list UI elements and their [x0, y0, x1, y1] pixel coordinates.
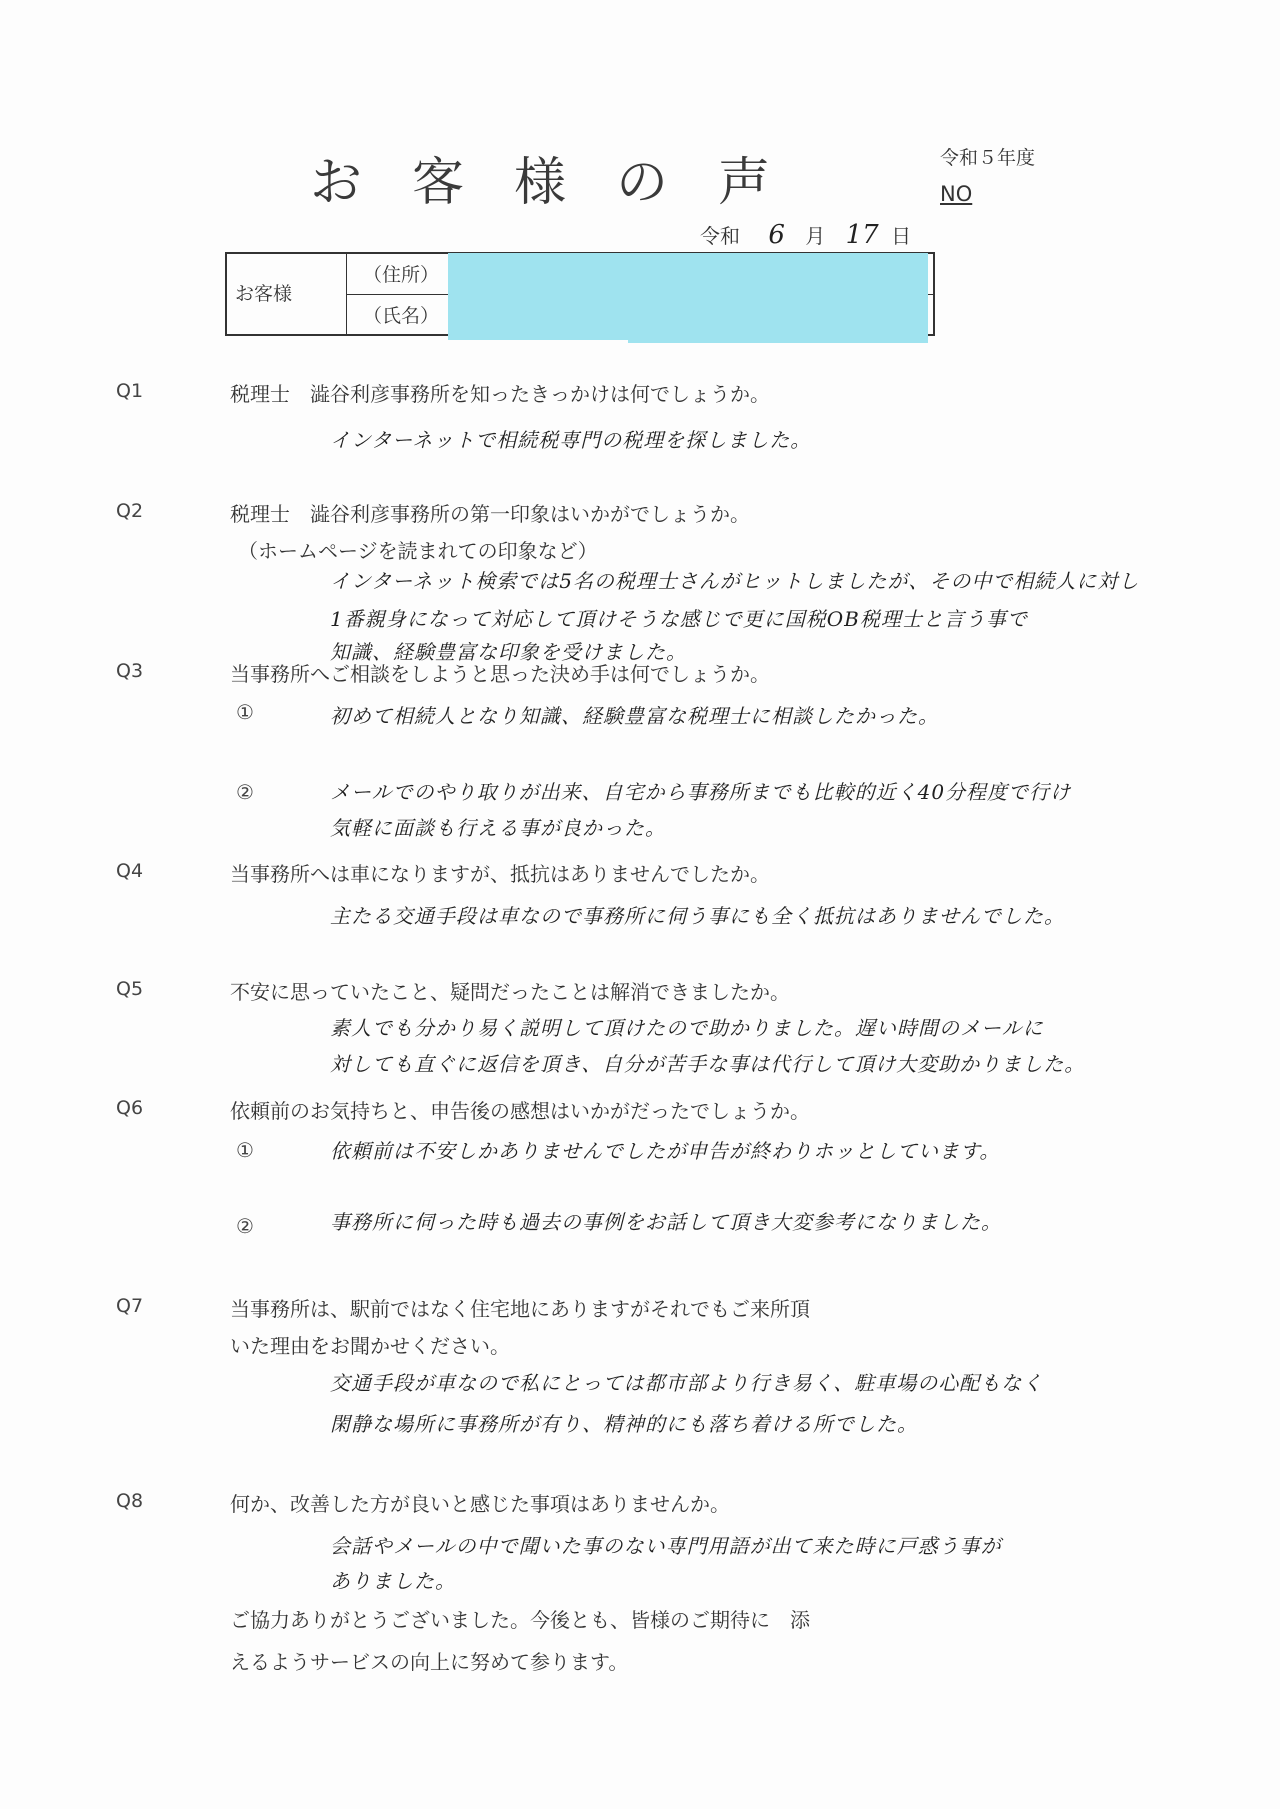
question-number: Q8 — [116, 1490, 144, 1512]
answer-text: 初めて相続人となり知識、経験豊富な税理士に相談したかった。 — [330, 704, 939, 728]
answer-text: 事務所に伺った時も過去の事例をお話して頂き大変参考になりました。 — [330, 1210, 1002, 1234]
fiscal-year: 令和５年度 — [940, 147, 1036, 169]
question-number: Q6 — [116, 1097, 144, 1119]
answer-text: 主たる交通手段は車なので事務所に伺う事にも全く抵抗はありませんでした。 — [330, 904, 1065, 928]
redaction-block — [628, 253, 928, 343]
date-month-label: 月 — [805, 224, 826, 248]
date-day: 17 — [845, 220, 879, 250]
date-line — [700, 220, 911, 250]
date-prefix: 令和 — [700, 224, 740, 248]
name-label: （氏名） — [363, 305, 440, 327]
question-text-continued: いた理由をお聞かせください。 — [230, 1334, 510, 1358]
answer-text: 依頼前は不安しかありませんでしたが申告が終わりホッとしています。 — [330, 1139, 1001, 1163]
question-text: 何か、改善した方が良いと感じた事項はありませんか。 — [230, 1492, 730, 1516]
answer-text: 閑静な場所に事務所が有り、精神的にも落ち着ける所でした。 — [330, 1412, 918, 1436]
question-number: Q2 — [116, 500, 144, 522]
question-number: Q3 — [116, 660, 144, 682]
answer-text: インターネット検索では5名の税理士さんがヒットしましたが、その中で相続人に対し — [330, 569, 1140, 593]
item-mark: ② — [236, 780, 254, 804]
question-text: 当事務所は、駅前ではなく住宅地にありますがそれでもご来所頂 — [230, 1297, 810, 1321]
question-text: 当事務所へは車になりますが、抵抗はありませんでしたか。 — [230, 862, 770, 886]
question-text: 不安に思っていたこと、疑問だったことは解消できましたか。 — [230, 980, 790, 1004]
answer-text: 知識、経験豊富な印象を受けました。 — [330, 640, 687, 664]
question-text: 当事務所へご相談をしようと思った決め手は何でしょうか。 — [230, 662, 770, 686]
item-mark: ① — [236, 700, 254, 724]
question-number: Q1 — [116, 380, 144, 402]
question-number: Q7 — [116, 1295, 144, 1317]
answer-text: 対しても直ぐに返信を頂き、自分が苦手な事は代行して頂け大変助かりました。 — [330, 1052, 1086, 1076]
answer-text: 会話やメールの中で聞いた事のない専門用語が出て来た時に戸惑う事が — [330, 1534, 1002, 1558]
answer-text: メールでのやり取りが出来、自宅から事務所までも比較的近く40分程度で行け — [330, 780, 1072, 804]
date-day-label: 日 — [891, 224, 912, 248]
item-mark: ② — [236, 1214, 254, 1238]
question-text: 依頼前のお気持ちと、申告後の感想はいかがだったでしょうか。 — [230, 1099, 810, 1123]
answer-text: 素人でも分かり易く説明して頂けたので助かりました。遅い時間のメールに — [330, 1016, 1044, 1040]
customer-label: お客様 — [227, 254, 347, 334]
page-title: お客様の声 — [310, 153, 821, 213]
question-number: Q4 — [116, 860, 144, 882]
closing-message: えるようサービスの向上に努めて参ります。 — [230, 1650, 629, 1674]
answer-text: 1番親身になって対応して頂けそうな感じで更に国税OB税理士と言う事で — [330, 607, 1028, 631]
number-label: NO — [940, 182, 973, 206]
answer-text: 気軽に面談も行える事が良かった。 — [330, 816, 666, 840]
item-mark: ① — [236, 1138, 254, 1162]
question-subtext: （ホームページを読まれての印象など） — [238, 539, 598, 563]
answer-text: インターネットで相続税専門の税理を探しました。 — [330, 428, 812, 452]
closing-message: ご協力ありがとうございました。今後とも、皆様のご期待に 添 — [230, 1608, 810, 1632]
answer-text: 交通手段が車なので私にとっては都市部より行き易く、駐車場の心配もなく — [330, 1371, 1044, 1395]
date-year: 6 — [768, 220, 785, 250]
answer-text: ありました。 — [330, 1569, 456, 1593]
address-label: （住所） — [363, 264, 440, 286]
question-text: 税理士 澁谷利彦事務所を知ったきっかけは何でしょうか。 — [230, 382, 770, 406]
question-number: Q5 — [116, 978, 144, 1000]
question-text: 税理士 澁谷利彦事務所の第一印象はいかがでしょうか。 — [230, 502, 750, 526]
